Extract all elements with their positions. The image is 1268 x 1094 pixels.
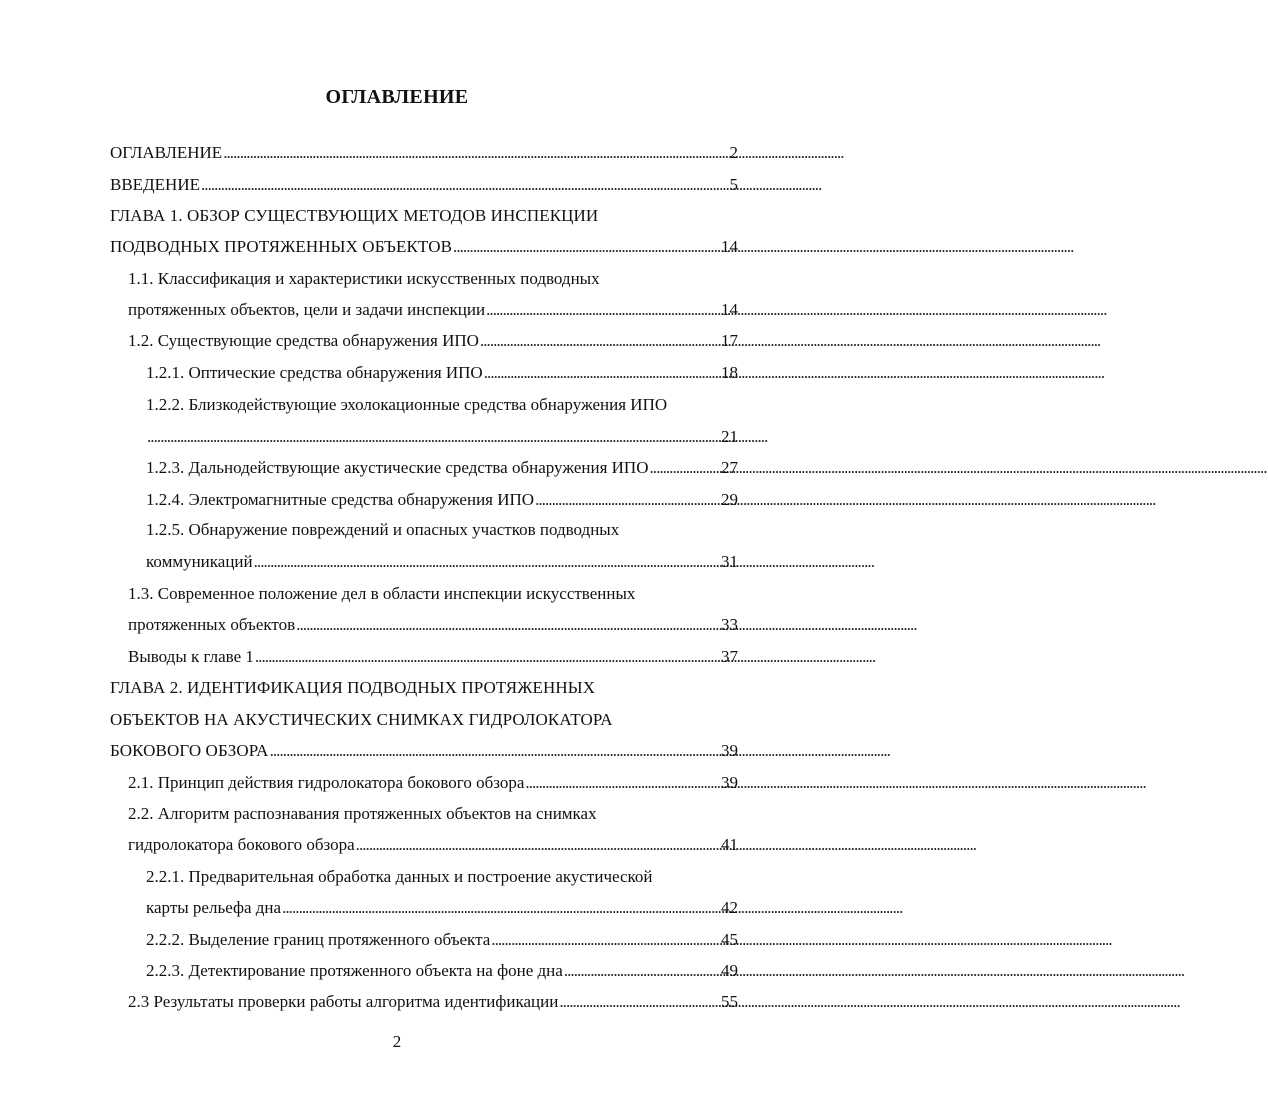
toc-entry-text: 2.3 Результаты проверки работы алгоритма идентификации (128, 992, 559, 1011)
toc-entry-text: гидролокатора бокового обзора (128, 835, 355, 854)
toc-entry-page: 5 (729, 175, 738, 194)
toc-entry[interactable] (128, 772, 738, 794)
toc-entry-page: 41 (721, 835, 738, 854)
toc-entry[interactable] (146, 489, 738, 511)
page-number: 2 (392, 1032, 402, 1051)
toc-entry-page: 31 (721, 552, 738, 571)
toc-entry-page: 17 (721, 331, 738, 350)
toc-entry-text: 1.3. Современное положение дел в области инспекции искусственных (128, 584, 636, 603)
toc-entry-page: 14 (721, 300, 738, 319)
toc-dot-leader (559, 991, 720, 1013)
toc-entry[interactable] (146, 394, 738, 416)
toc-entry-text: протяженных объектов (128, 615, 296, 634)
toc-entry[interactable] (146, 457, 738, 479)
toc-entry-text: 1.2.1. Оптические средства обнаружения ИПО (146, 363, 483, 382)
toc-dot-leader (254, 551, 720, 573)
toc-entry-page: 39 (721, 773, 738, 792)
toc-entry[interactable] (128, 299, 738, 321)
toc-entry-text: 1.2.4. Электромагнитные средства обнаружения ИПО (146, 490, 535, 509)
toc-dot-leader (453, 236, 720, 258)
toc-entry[interactable] (146, 960, 738, 982)
toc-entry[interactable] (128, 803, 738, 825)
toc-entry-page: 37 (721, 647, 738, 666)
toc-entry-text: ВВЕДЕНИЕ (110, 175, 200, 194)
toc-entry-text: 1.2.3. Дальнодействующие акустические средства обнаружения ИПО (146, 458, 649, 477)
toc-entry-text: 2.2.3. Детектирование протяженного объекта на фоне дна (146, 961, 563, 980)
toc-entry-text: 2.1. Принцип действия гидролокатора бокового обзора (128, 773, 525, 792)
toc-entry-text: ГЛАВА 1. ОБЗОР СУЩЕСТВУЮЩИХ МЕТОДОВ ИНСПЕКЦИИ (110, 206, 599, 225)
toc-entry-page: 45 (721, 930, 738, 949)
toc-entry-text: 2.2.2. Выделение границ протяженного объекта (146, 930, 491, 949)
toc-dot-leader (491, 929, 720, 951)
toc-entry-text: Выводы к главе 1 (128, 647, 254, 666)
toc-entry-text: протяженных объектов, цели и задачи инспекции (128, 300, 486, 319)
toc-entry-page: 42 (721, 898, 738, 917)
toc-dot-leader (296, 614, 720, 636)
toc-entry-text: коммуникаций (146, 552, 253, 571)
toc-entry-page: 18 (721, 363, 738, 382)
toc-entry[interactable] (128, 583, 738, 605)
toc-entry[interactable] (146, 551, 738, 573)
toc-entry[interactable] (146, 929, 738, 951)
toc-dot-leader (147, 426, 720, 448)
toc-dot-leader (201, 174, 729, 196)
toc-dot-leader (223, 142, 728, 164)
toc-entry[interactable] (110, 236, 738, 258)
toc-entry-page: 39 (721, 741, 738, 760)
toc-entry[interactable] (128, 646, 738, 668)
toc-entry-text: ОБЪЕКТОВ НА АКУСТИЧЕСКИХ СНИМКАХ ГИДРОЛОКАТОРА (110, 710, 613, 729)
toc-entry-page: 29 (721, 490, 738, 509)
toc-entry[interactable] (110, 205, 738, 227)
toc-entry-text: 1.2. Существующие средства обнаружения ИПО (128, 331, 479, 350)
toc-entry-text: 1.2.2. Близкодействующие эхолокационные средства обнаружения ИПО (146, 395, 668, 414)
toc-entry[interactable] (146, 866, 738, 888)
toc-entry[interactable] (128, 268, 738, 290)
toc-entry-text: ПОДВОДНЫХ ПРОТЯЖЕННЫХ ОБЪЕКТОВ (110, 237, 453, 256)
toc-dot-leader (525, 772, 720, 794)
toc-entry-page: 27 (721, 458, 738, 477)
toc-entry[interactable] (110, 142, 738, 164)
toc-dot-leader (282, 897, 720, 919)
toc-entry[interactable] (110, 740, 738, 762)
toc-entry-text: 2.2.1. Предварительная обработка данных и построение акустической (146, 867, 653, 886)
toc-entry-text: ОГЛАВЛЕНИЕ (110, 143, 223, 162)
toc-entry-text: БОКОВОГО ОБЗОРА (110, 741, 269, 760)
toc-entry-text: 2.2. Алгоритм распознавания протяженных объектов на снимках (128, 804, 597, 823)
page-title: ОГЛАВЛЕНИЕ (325, 86, 469, 108)
toc-dot-leader (649, 457, 720, 479)
toc-entry-page: 49 (721, 961, 738, 980)
toc-dot-leader (270, 740, 720, 762)
toc-entry-page: 14 (721, 237, 738, 256)
toc-entry[interactable] (110, 709, 738, 731)
toc-entry-page: 21 (721, 427, 738, 446)
toc-dot-leader (535, 489, 720, 511)
toc-entry-text: ГЛАВА 2. ИДЕНТИФИКАЦИЯ ПОДВОДНЫХ ПРОТЯЖЕННЫХ (110, 678, 596, 697)
toc-entry[interactable] (110, 174, 738, 196)
toc-entry-page: 55 (721, 992, 738, 1011)
toc-dot-leader (480, 330, 720, 352)
toc-entry[interactable] (146, 519, 738, 541)
toc-dot-leader (255, 646, 720, 668)
toc-entry-text: 1.1. Классификация и характеристики искусственных подводных (128, 269, 600, 288)
toc-entry-page: 2 (729, 143, 738, 162)
toc-entry-text: карты рельефа дна (146, 898, 282, 917)
toc-entry[interactable] (128, 834, 738, 856)
toc-dot-leader (486, 299, 720, 321)
toc-entry[interactable] (110, 677, 738, 699)
toc-dot-leader (356, 834, 720, 856)
toc-entry[interactable] (128, 991, 738, 1013)
toc-entry[interactable] (146, 362, 738, 384)
toc-entry[interactable] (146, 426, 738, 448)
toc-dot-leader (564, 960, 720, 982)
toc-entry-text: 1.2.5. Обнаружение повреждений и опасных участков подводных (146, 520, 620, 539)
toc-dot-leader (484, 362, 720, 384)
toc-entry[interactable] (146, 897, 738, 919)
toc-entry[interactable] (128, 614, 738, 636)
toc-entry[interactable] (128, 330, 738, 352)
toc-entry-page: 33 (721, 615, 738, 634)
